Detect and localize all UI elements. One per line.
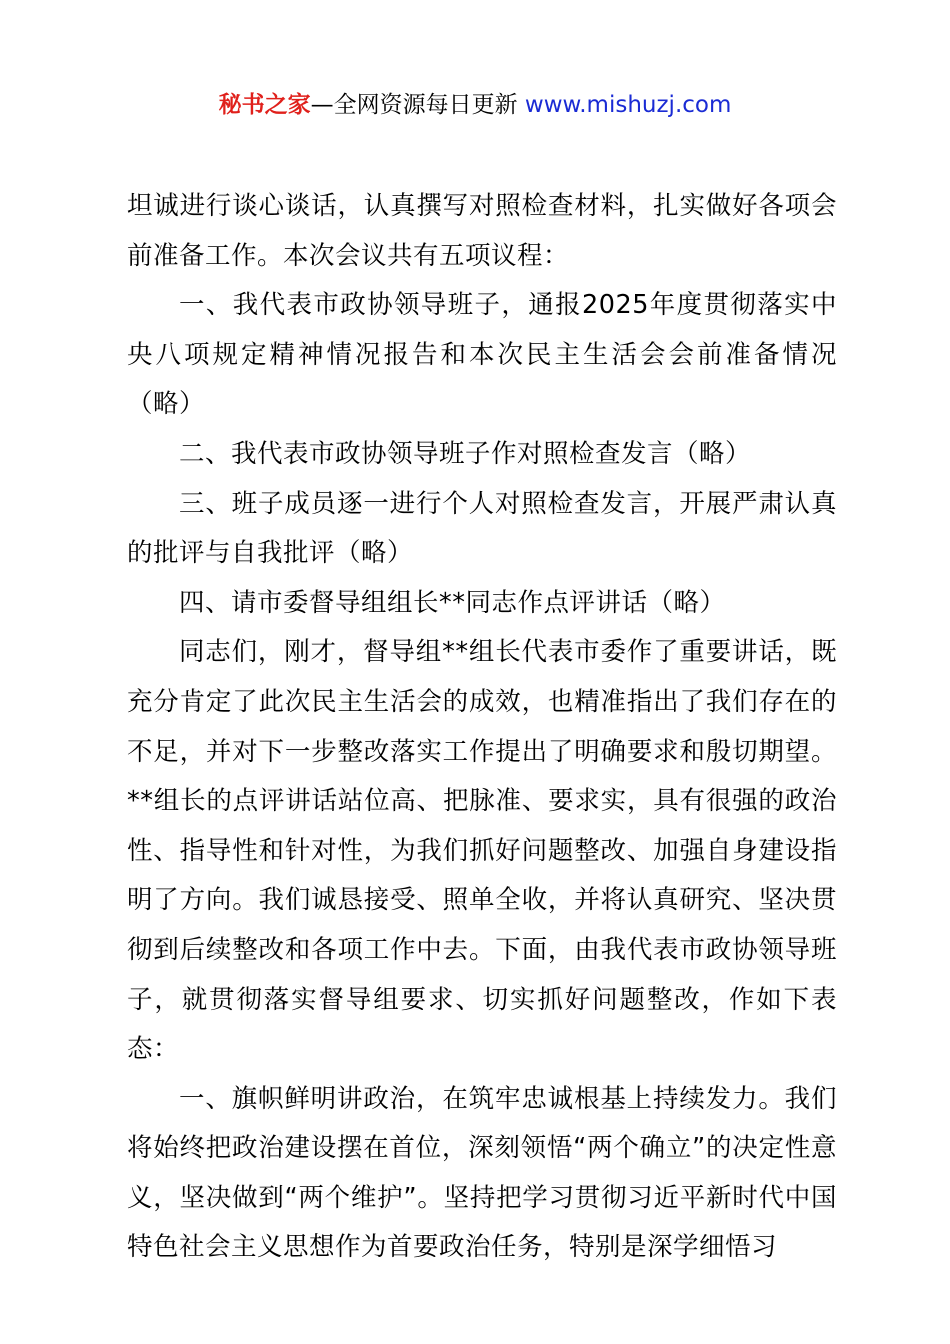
paragraph: 坦诚进行谈心谈话，认真撰写对照检查材料，扎实做好各项会前准备工作。本次会议共有五项议程： <box>127 191 837 271</box>
agenda-item-2: 二、我代表市政协领导班子作对照检查发言（略） <box>179 438 752 469</box>
header-url-link[interactable]: www.mishuzj.com <box>524 92 732 118</box>
paragraph: 一、旗帜鲜明讲政治，在筑牢忠诚根基上持续发力。我们将始终把政治建设摆在首位，深刻领悟“两个确立”的决定性意义，坚决做到“两个维护”。坚持把学习贯彻习近平新时代中国特色社会主义思想作为首要政治任务，特别是深学细悟习 <box>127 1083 837 1263</box>
agenda-item-4: 四、请市委督导组组长**同志作点评讲话（略） <box>179 587 726 618</box>
document-body <box>127 182 837 1273</box>
paragraph: 同志们，刚才，督导组**组长代表市委作了重要讲话，既充分肯定了此次民主生活会的成效，也精准指出了我们存在的不足，并对下一步整改落实工作提出了明确要求和殷切期望。**组长的点评讲话站位高、把脉准、要求实，具有很强的政治性、指导性和针对性，为我们抓好问题整改、加强自身建设指明了方向。我们诚恳接受、照单全收，并将认真研究、坚决贯彻到后续整改和各项工作中去。下面，由我代表市政协领导班子，就贯彻落实督导组要求、切实抓好问题整改，作如下表态： <box>127 637 837 1065</box>
page-header <box>0 88 950 122</box>
header-tagline: —全网资源每日更新 <box>310 92 525 118</box>
brand-name: 秘书之家 <box>218 92 311 118</box>
agenda-item-3: 三、班子成员逐一进行个人对照检查发言，开展严肃认真的批评与自我批评（略） <box>127 488 837 569</box>
agenda-item-1: 一、我代表市政协领导班子，通报2025年度贯彻落实中央八项规定精神情况报告和本次民主生活会会前准备情况（略） <box>127 290 837 420</box>
